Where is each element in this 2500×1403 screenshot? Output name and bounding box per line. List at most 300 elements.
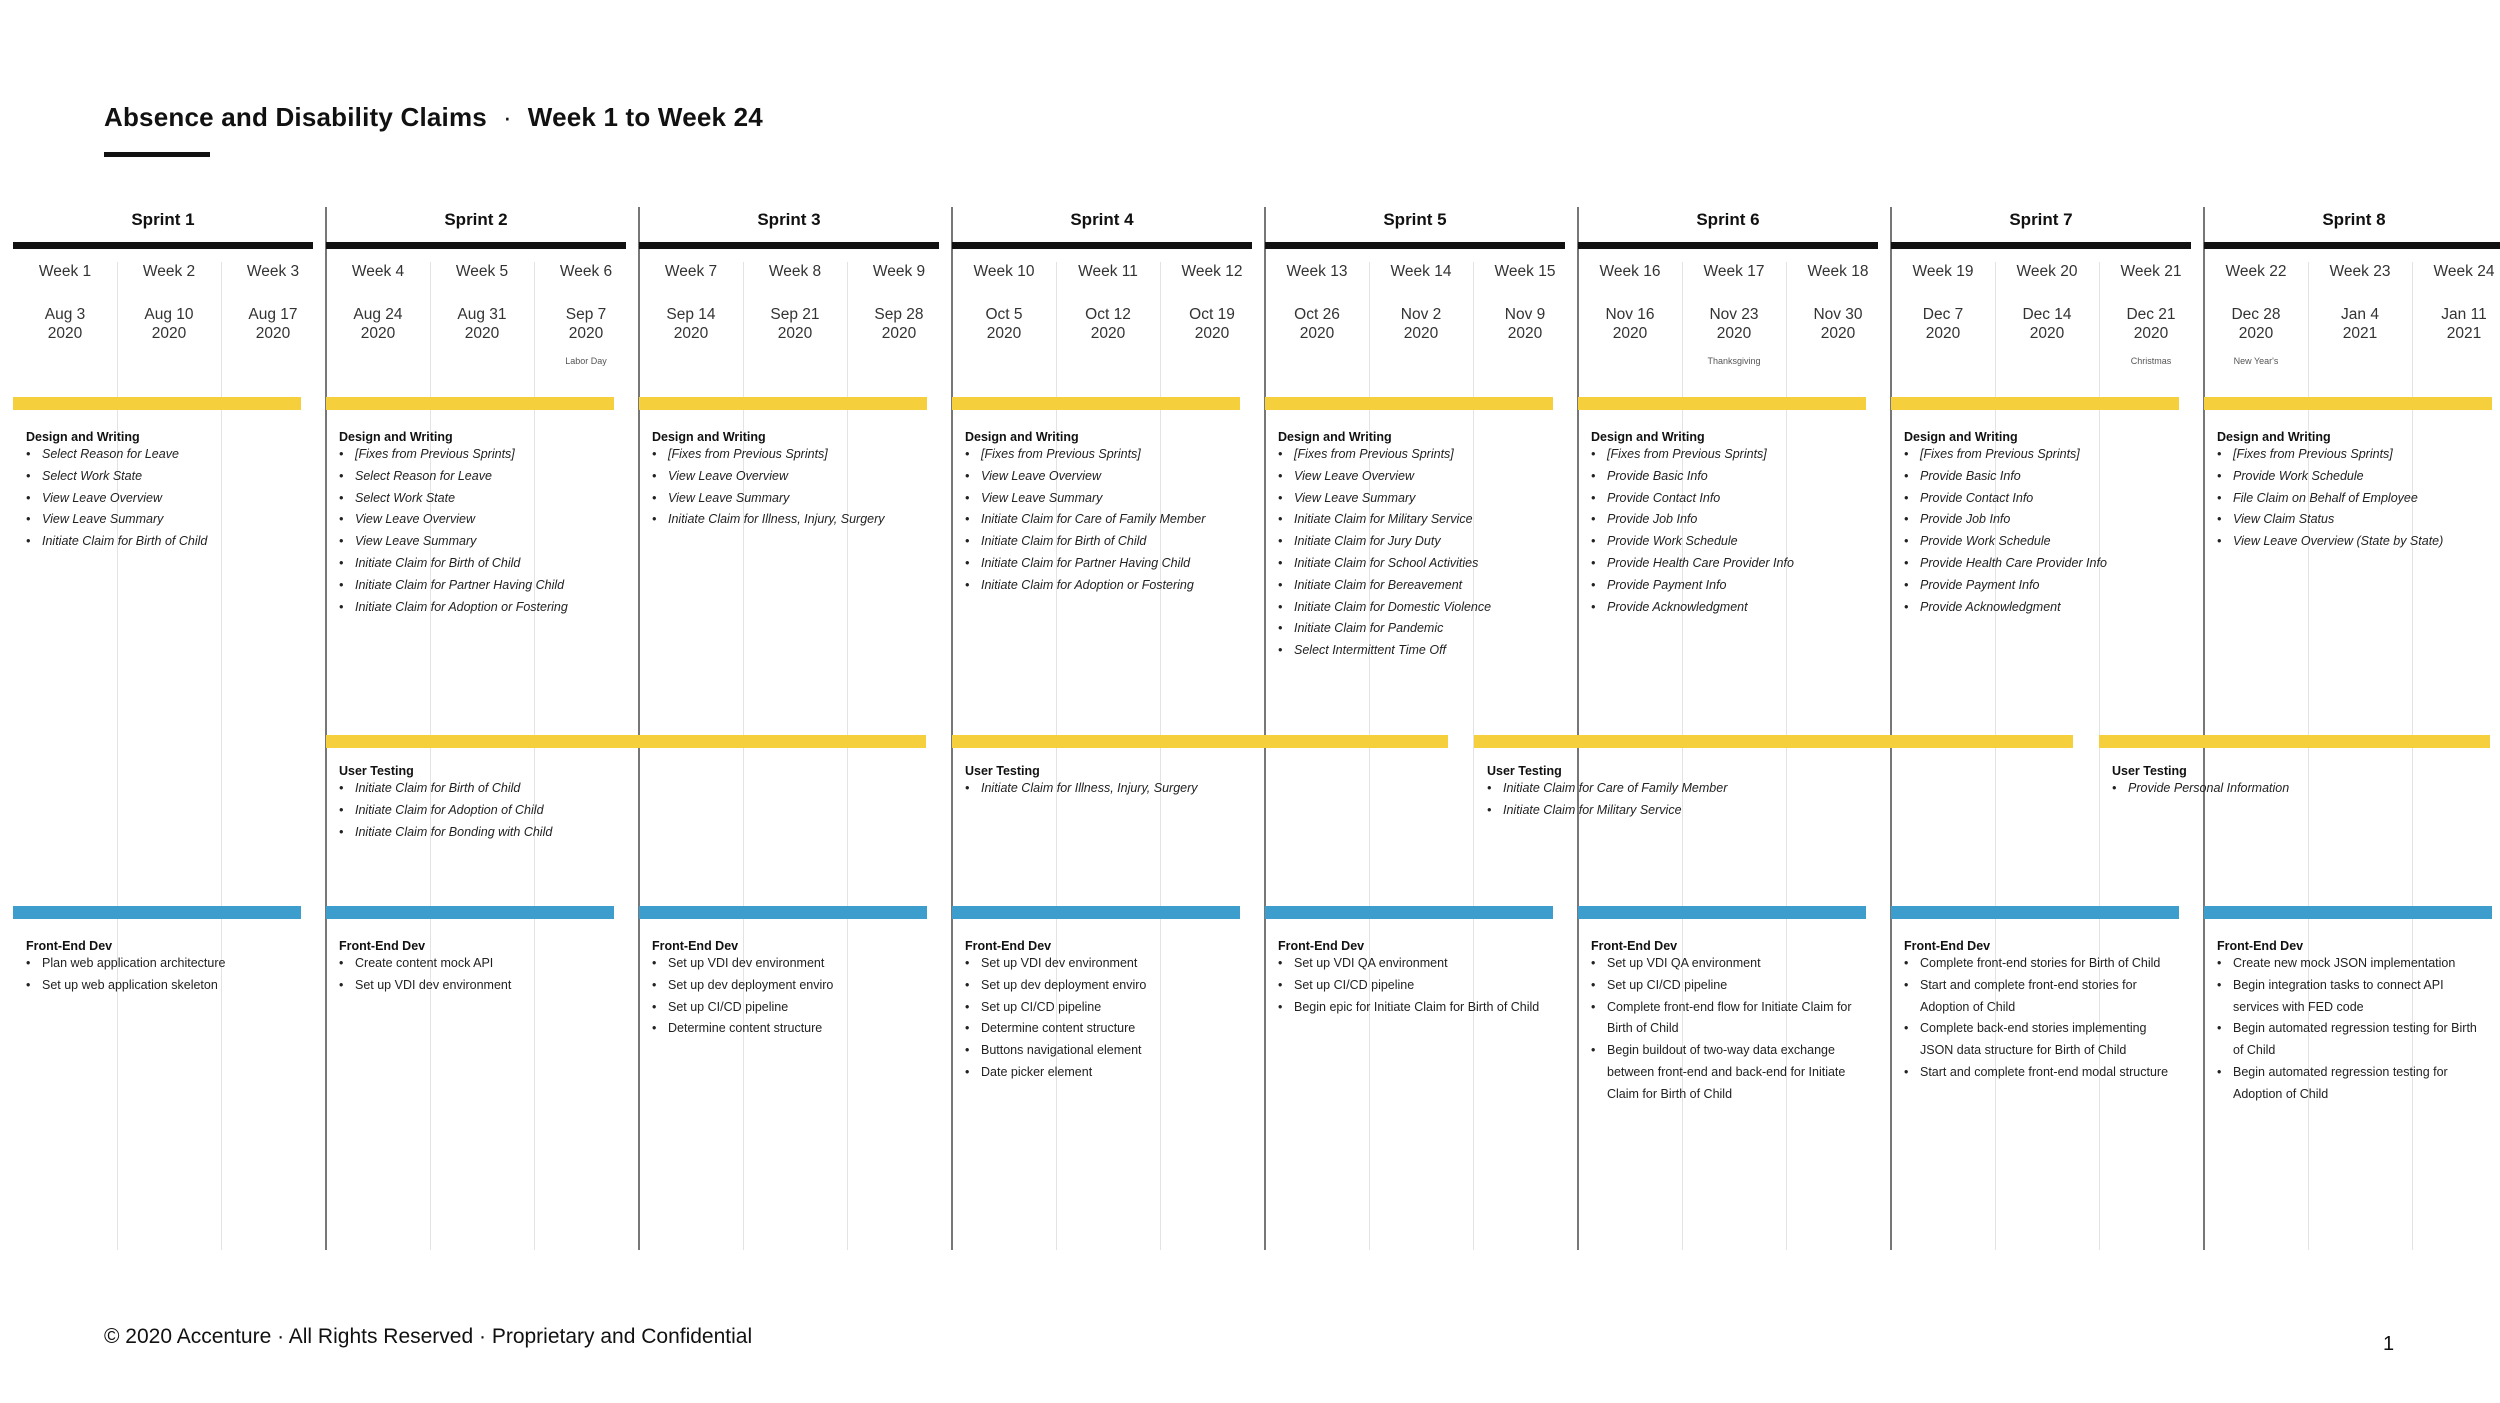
sprint-divider <box>1577 207 1579 1250</box>
week-date <box>1369 305 1473 343</box>
sprint-title: Sprint 4 <box>1070 210 1134 229</box>
design-writing-heading: Design and Writing <box>26 430 140 444</box>
design-writing-heading: Design and Writing <box>1278 430 1392 444</box>
front-end-dev-bar <box>1891 906 2179 919</box>
user-testing-item: • Initiate Claim for Care of Family Member <box>1487 778 1787 800</box>
design-writing-item: • Provide Basic Info <box>1904 466 2179 488</box>
front-end-dev-section <box>1278 939 1546 1018</box>
user-testing-item: • Initiate Claim for Military Service <box>1487 800 1787 822</box>
user-testing-heading: User Testing <box>2112 764 2187 778</box>
design-writing-bar <box>326 397 614 410</box>
sprint-title: Sprint 6 <box>1696 210 1760 229</box>
front-end-dev-section <box>2217 939 2485 1106</box>
design-writing-item: • View Leave Overview <box>339 509 614 531</box>
week-label: Week 18 <box>1807 263 1869 280</box>
sprint-rule <box>2204 242 2500 249</box>
design-writing-section <box>965 430 1240 597</box>
week-divider <box>221 262 222 1250</box>
week-date <box>1578 305 1682 343</box>
week-date <box>13 305 117 343</box>
week-date-day: Oct 12 <box>1085 306 1131 323</box>
front-end-dev-section <box>26 939 294 997</box>
front-end-dev-item: • Begin integration tasks to connect API services with FED code <box>2217 975 2485 1019</box>
front-end-dev-item: • Set up CI/CD pipeline <box>1591 975 1859 997</box>
front-end-dev-item: • Complete front-end stories for Birth of Child <box>1904 953 2172 975</box>
week-date-day: Nov 2 <box>1400 306 1442 323</box>
week-date <box>1786 305 1890 343</box>
week-date-day: Nov 23 <box>1709 306 1759 323</box>
design-writing-item: • Select Intermittent Time Off <box>1278 640 1553 662</box>
design-writing-section <box>1904 430 2179 618</box>
user-testing-list <box>339 778 639 843</box>
sprint-rule <box>13 242 313 249</box>
week-date-day: Dec 21 <box>2126 306 2176 323</box>
design-writing-list <box>2217 444 2492 553</box>
front-end-dev-item: • Create content mock API <box>339 953 607 975</box>
design-writing-item: • [Fixes from Previous Sprints] <box>2217 444 2492 466</box>
design-writing-item: • Initiate Claim for Partner Having Child <box>965 553 1240 575</box>
sprint-divider <box>1264 207 1266 1250</box>
sprint-divider <box>951 207 953 1250</box>
design-writing-item: • Provide Payment Info <box>1904 575 2179 597</box>
week-date-day: Aug 10 <box>144 306 194 323</box>
front-end-dev-list <box>339 953 607 997</box>
front-end-dev-item: • Buttons navigational element <box>965 1040 1233 1062</box>
sprint-divider <box>638 207 640 1250</box>
week-date-day: Dec 28 <box>2231 306 2281 323</box>
front-end-dev-item: • Set up dev deployment enviro <box>652 975 920 997</box>
week-date-day: Nov 30 <box>1813 306 1863 323</box>
design-writing-item: • Initiate Claim for Care of Family Member <box>965 509 1240 531</box>
design-writing-item: • View Leave Overview <box>965 466 1240 488</box>
front-end-dev-item: • Set up VDI dev environment <box>965 953 1233 975</box>
design-writing-item: • Select Work State <box>26 466 301 488</box>
design-writing-item: • Provide Work Schedule <box>2217 466 2492 488</box>
front-end-dev-item: • Set up VDI dev environment <box>652 953 920 975</box>
week-date <box>743 305 847 343</box>
design-writing-item: • Provide Work Schedule <box>1591 531 1866 553</box>
week-label: Week 6 <box>559 263 613 280</box>
week-date <box>534 305 638 343</box>
user-testing-bar <box>952 735 1448 748</box>
front-end-dev-heading: Front-End Dev <box>339 939 426 953</box>
design-writing-item: • Initiate Claim for Military Service <box>1278 509 1553 531</box>
front-end-dev-heading: Front-End Dev <box>1591 939 1678 953</box>
week-date-day: Oct 19 <box>1189 306 1235 323</box>
week-label: Week 17 <box>1703 263 1765 280</box>
design-writing-bar <box>639 397 927 410</box>
user-testing-bar <box>326 735 926 748</box>
design-writing-item: • View Leave Overview <box>652 466 927 488</box>
front-end-dev-bar <box>952 906 1240 919</box>
week-divider <box>1160 262 1161 1250</box>
design-writing-section <box>2217 430 2492 553</box>
holiday-note: Christmas <box>2130 356 2172 366</box>
front-end-dev-item: • Start and complete front-end stories for Adoption of Child <box>1904 975 2172 1019</box>
week-date <box>1682 305 1786 343</box>
design-writing-item: • [Fixes from Previous Sprints] <box>1591 444 1866 466</box>
title-underline <box>104 152 210 157</box>
design-writing-heading: Design and Writing <box>652 430 766 444</box>
front-end-dev-item: • Set up VDI QA environment <box>1278 953 1546 975</box>
week-divider <box>1369 262 1370 1250</box>
week-label: Week 12 <box>1181 263 1243 280</box>
sprint-title: Sprint 8 <box>2322 210 2386 229</box>
week-label: Week 2 <box>142 263 196 280</box>
design-writing-item: • Select Reason for Leave <box>339 466 614 488</box>
design-writing-item: • File Claim on Behalf of Employee <box>2217 488 2492 510</box>
front-end-dev-item: • Set up dev deployment enviro <box>965 975 1233 997</box>
week-date-year: 2020 <box>464 325 500 342</box>
week-date <box>430 305 534 343</box>
front-end-dev-item: • Create new mock JSON implementation <box>2217 953 2485 975</box>
front-end-dev-item: • Date picker element <box>965 1062 1233 1084</box>
design-writing-item: • Select Work State <box>339 488 614 510</box>
design-writing-item: • View Leave Summary <box>652 488 927 510</box>
design-writing-list <box>1904 444 2179 618</box>
week-date-year: 2020 <box>1403 325 1439 342</box>
week-date-year: 2020 <box>568 325 604 342</box>
front-end-dev-bar <box>13 906 301 919</box>
design-writing-item: • Initiate Claim for Bereavement <box>1278 575 1553 597</box>
week-label: Week 19 <box>1912 263 1974 280</box>
front-end-dev-heading: Front-End Dev <box>1904 939 1991 953</box>
design-writing-item: • Initiate Claim for Birth of Child <box>965 531 1240 553</box>
week-date-day: Aug 24 <box>353 306 403 323</box>
front-end-dev-item: • Set up CI/CD pipeline <box>652 997 920 1019</box>
user-testing-list <box>1487 778 1787 822</box>
front-end-dev-bar <box>639 906 927 919</box>
sprint-rule <box>326 242 626 249</box>
design-writing-bar <box>1265 397 1553 410</box>
sprint-title: Sprint 2 <box>444 210 508 229</box>
user-testing-bar <box>1474 735 2073 748</box>
week-date <box>117 305 221 343</box>
sprint-title: Sprint 7 <box>2009 210 2073 229</box>
design-writing-item: • Initiate Claim for Adoption or Fostering <box>339 597 614 619</box>
week-date <box>221 305 325 343</box>
front-end-dev-list <box>26 953 294 997</box>
front-end-dev-list <box>965 953 1233 1084</box>
design-writing-item: • [Fixes from Previous Sprints] <box>1904 444 2179 466</box>
design-writing-bar <box>952 397 1240 410</box>
front-end-dev-bar <box>326 906 614 919</box>
week-divider <box>743 262 744 1250</box>
design-writing-item: • [Fixes from Previous Sprints] <box>339 444 614 466</box>
week-date-year: 2020 <box>47 325 83 342</box>
week-divider <box>430 262 431 1250</box>
front-end-dev-item: • Plan web application architecture <box>26 953 294 975</box>
week-date-day: Aug 17 <box>248 306 298 323</box>
user-testing-heading: User Testing <box>965 764 1040 778</box>
sprint-rule <box>952 242 1252 249</box>
sprint-divider <box>1890 207 1892 1250</box>
design-writing-item: • Provide Health Care Provider Info <box>1904 553 2179 575</box>
week-date <box>1473 305 1577 343</box>
front-end-dev-item: • Complete back-end stories implementing JSON data structure for Birth of Child <box>1904 1018 2172 1062</box>
week-divider <box>1056 262 1057 1250</box>
title-text: Absence and Disability Claims <box>104 102 487 132</box>
user-testing-section <box>339 764 639 843</box>
week-label: Week 8 <box>768 263 822 280</box>
design-writing-item: • Initiate Claim for Pandemic <box>1278 618 1553 640</box>
design-writing-item: • View Claim Status <box>2217 509 2492 531</box>
week-label: Week 14 <box>1390 263 1452 280</box>
footer-copyright: © 2020 Accenture · All Rights Reserved · Proprietary and Confidential <box>104 1325 753 1348</box>
design-writing-item: • View Leave Summary <box>339 531 614 553</box>
design-writing-list <box>652 444 927 531</box>
week-date-day: Nov 16 <box>1605 306 1655 323</box>
sprint-title: Sprint 1 <box>131 210 195 229</box>
design-writing-item: • Initiate Claim for Partner Having Child <box>339 575 614 597</box>
week-date-year: 2020 <box>151 325 187 342</box>
design-writing-item: • Provide Contact Info <box>1904 488 2179 510</box>
design-writing-heading: Design and Writing <box>1904 430 2018 444</box>
holiday-note: Labor Day <box>565 356 607 366</box>
holiday-note: Thanksgiving <box>1707 356 1761 366</box>
week-label: Week 5 <box>455 263 509 280</box>
week-date <box>326 305 430 343</box>
front-end-dev-bar <box>2204 906 2492 919</box>
front-end-dev-heading: Front-End Dev <box>2217 939 2304 953</box>
design-writing-item: • Provide Basic Info <box>1591 466 1866 488</box>
week-date <box>1056 305 1160 343</box>
week-date-day: Sep 21 <box>770 306 820 323</box>
week-date <box>2204 305 2308 343</box>
design-writing-item: • [Fixes from Previous Sprints] <box>965 444 1240 466</box>
design-writing-item: • Initiate Claim for Domestic Violence <box>1278 597 1553 619</box>
front-end-dev-item: • Set up CI/CD pipeline <box>965 997 1233 1019</box>
user-testing-list <box>2112 778 2412 800</box>
sprint-rule <box>1265 242 1565 249</box>
front-end-dev-item: • Set up CI/CD pipeline <box>1278 975 1546 997</box>
front-end-dev-item: • Begin buildout of two-way data exchange between front-end and back-end for Initiate Claim for Birth of Child <box>1591 1040 1859 1105</box>
week-date-day: Aug 31 <box>457 306 507 323</box>
week-date-year: 2020 <box>1820 325 1856 342</box>
week-date <box>2308 305 2412 343</box>
design-writing-bar <box>2204 397 2492 410</box>
design-writing-list <box>339 444 614 618</box>
user-testing-item: • Initiate Claim for Adoption of Child <box>339 800 639 822</box>
design-writing-item: • [Fixes from Previous Sprints] <box>1278 444 1553 466</box>
design-writing-item: • Initiate Claim for Birth of Child <box>339 553 614 575</box>
design-writing-heading: Design and Writing <box>339 430 453 444</box>
week-label: Week 24 <box>2433 263 2495 280</box>
front-end-dev-item: • Complete front-end flow for Initiate Claim for Birth of Child <box>1591 997 1859 1041</box>
user-testing-heading: User Testing <box>1487 764 1562 778</box>
design-writing-heading: Design and Writing <box>1591 430 1705 444</box>
front-end-dev-section <box>1591 939 1859 1106</box>
front-end-dev-heading: Front-End Dev <box>965 939 1052 953</box>
week-divider <box>847 262 848 1250</box>
design-writing-item: • Select Reason for Leave <box>26 444 301 466</box>
week-date-year: 2020 <box>255 325 291 342</box>
design-writing-item: • View Leave Summary <box>26 509 301 531</box>
week-date-day: Oct 5 <box>985 306 1023 323</box>
front-end-dev-list <box>1591 953 1859 1106</box>
page-title <box>104 102 763 133</box>
front-end-dev-heading: Front-End Dev <box>652 939 739 953</box>
front-end-dev-section <box>965 939 1233 1084</box>
week-date <box>2412 305 2500 343</box>
week-label: Week 15 <box>1494 263 1556 280</box>
design-writing-item: • Provide Acknowledgment <box>1591 597 1866 619</box>
design-writing-bar <box>1578 397 1866 410</box>
week-date-year: 2020 <box>1925 325 1961 342</box>
user-testing-bar <box>2099 735 2490 748</box>
week-date-year: 2020 <box>986 325 1022 342</box>
week-date-year: 2020 <box>673 325 709 342</box>
week-date <box>1891 305 1995 343</box>
week-date <box>847 305 951 343</box>
week-label: Week 16 <box>1599 263 1661 280</box>
week-date-year: 2020 <box>1194 325 1230 342</box>
design-writing-list <box>965 444 1240 597</box>
title-separator: · <box>502 102 512 132</box>
design-writing-section <box>652 430 927 531</box>
front-end-dev-item: • Begin automated regression testing for Birth of Child <box>2217 1018 2485 1062</box>
front-end-dev-item: • Determine content structure <box>965 1018 1233 1040</box>
design-writing-section <box>339 430 614 618</box>
week-date-year: 2020 <box>1299 325 1335 342</box>
design-writing-bar <box>13 397 301 410</box>
design-writing-item: • View Leave Overview <box>26 488 301 510</box>
week-date-day: Sep 14 <box>666 306 716 323</box>
week-date <box>2099 305 2203 343</box>
week-date-day: Dec 14 <box>2022 306 2072 323</box>
sprint-title: Sprint 3 <box>757 210 821 229</box>
week-date-year: 2020 <box>1090 325 1126 342</box>
week-date <box>1265 305 1369 343</box>
design-writing-list <box>1591 444 1866 618</box>
front-end-dev-list <box>1904 953 2172 1084</box>
week-date-day: Dec 7 <box>1922 306 1964 323</box>
design-writing-item: • View Leave Overview <box>1278 466 1553 488</box>
user-testing-section <box>965 764 1265 800</box>
user-testing-section <box>2112 764 2412 800</box>
sprint-title: Sprint 5 <box>1383 210 1447 229</box>
front-end-dev-section <box>339 939 607 997</box>
front-end-dev-heading: Front-End Dev <box>26 939 113 953</box>
sprint-rule <box>1578 242 1878 249</box>
week-label: Week 7 <box>664 263 718 280</box>
week-date-day: Nov 9 <box>1504 306 1546 323</box>
week-divider <box>2099 262 2100 1250</box>
design-writing-item: • View Leave Overview (State by State) <box>2217 531 2492 553</box>
design-writing-item: • Initiate Claim for Jury Duty <box>1278 531 1553 553</box>
week-date <box>952 305 1056 343</box>
design-writing-heading: Design and Writing <box>2217 430 2331 444</box>
design-writing-section <box>26 430 301 553</box>
week-date-year: 2020 <box>1507 325 1543 342</box>
design-writing-item: • View Leave Summary <box>1278 488 1553 510</box>
week-label: Week 22 <box>2225 263 2287 280</box>
user-testing-item: • Initiate Claim for Bonding with Child <box>339 822 639 844</box>
week-date-day: Sep 7 <box>565 306 607 323</box>
week-date-year: 2020 <box>1612 325 1648 342</box>
design-writing-item: • Initiate Claim for Illness, Injury, Surgery <box>652 509 927 531</box>
user-testing-section <box>1487 764 1787 822</box>
week-label: Week 4 <box>351 263 405 280</box>
design-writing-item: • Provide Health Care Provider Info <box>1591 553 1866 575</box>
design-writing-item: • Initiate Claim for Birth of Child <box>26 531 301 553</box>
week-label: Week 3 <box>246 263 300 280</box>
week-divider <box>117 262 118 1250</box>
week-date-year: 2020 <box>2238 325 2274 342</box>
week-date-day: Jan 11 <box>2441 306 2487 323</box>
front-end-dev-list <box>1278 953 1546 1018</box>
week-divider <box>1473 262 1474 1250</box>
front-end-dev-list <box>652 953 920 1040</box>
sprint-rule <box>639 242 939 249</box>
front-end-dev-section <box>1904 939 2172 1084</box>
front-end-dev-heading: Front-End Dev <box>1278 939 1365 953</box>
design-writing-item: • Initiate Claim for Adoption or Fostering <box>965 575 1240 597</box>
week-label: Week 11 <box>1078 263 1138 280</box>
design-writing-item: • Provide Job Info <box>1904 509 2179 531</box>
front-end-dev-list <box>2217 953 2485 1106</box>
week-date-day: Oct 26 <box>1294 306 1340 323</box>
front-end-dev-item: • Set up VDI QA environment <box>1591 953 1859 975</box>
design-writing-item: • Provide Job Info <box>1591 509 1866 531</box>
week-label: Week 13 <box>1286 263 1348 280</box>
front-end-dev-item: • Set up web application skeleton <box>26 975 294 997</box>
front-end-dev-item: • Determine content structure <box>652 1018 920 1040</box>
design-writing-item: • Initiate Claim for School Activities <box>1278 553 1553 575</box>
week-divider <box>534 262 535 1250</box>
design-writing-item: • View Leave Summary <box>965 488 1240 510</box>
user-testing-item: • Initiate Claim for Illness, Injury, Surgery <box>965 778 1265 800</box>
week-date-year: 2020 <box>2029 325 2065 342</box>
week-label: Week 9 <box>872 263 926 280</box>
week-date <box>1160 305 1264 343</box>
front-end-dev-item: • Begin automated regression testing for Adoption of Child <box>2217 1062 2485 1106</box>
week-date-day: Sep 28 <box>874 306 924 323</box>
front-end-dev-bar <box>1265 906 1553 919</box>
week-date-year: 2020 <box>881 325 917 342</box>
front-end-dev-item: • Set up VDI dev environment <box>339 975 607 997</box>
user-testing-item: • Provide Personal Information <box>2112 778 2412 800</box>
design-writing-list <box>26 444 301 553</box>
week-label: Week 20 <box>2016 263 2078 280</box>
front-end-dev-bar <box>1578 906 1866 919</box>
front-end-dev-section <box>652 939 920 1040</box>
sprint-divider <box>325 207 327 1250</box>
design-writing-section <box>1278 430 1553 662</box>
holiday-note: New Year's <box>2233 356 2279 366</box>
week-label: Week 23 <box>2329 263 2391 280</box>
sprint-rule <box>1891 242 2191 249</box>
week-date-day: Jan 4 <box>2341 306 2379 323</box>
week-label: Week 1 <box>38 263 92 280</box>
week-date-year: 2020 <box>360 325 396 342</box>
title-range: Week 1 to Week 24 <box>527 102 763 132</box>
week-date <box>1995 305 2099 343</box>
week-date-year: 2020 <box>2133 325 2169 342</box>
week-label: Week 21 <box>2120 263 2182 280</box>
week-date <box>639 305 743 343</box>
design-writing-item: • Provide Work Schedule <box>1904 531 2179 553</box>
week-label: Week 10 <box>973 263 1035 280</box>
week-divider <box>1995 262 1996 1250</box>
design-writing-item: • Provide Contact Info <box>1591 488 1866 510</box>
design-writing-heading: Design and Writing <box>965 430 1079 444</box>
design-writing-section <box>1591 430 1866 618</box>
design-writing-list <box>1278 444 1553 662</box>
design-writing-bar <box>1891 397 2179 410</box>
week-date-year: 2021 <box>2342 325 2378 342</box>
user-testing-item: • Initiate Claim for Birth of Child <box>339 778 639 800</box>
